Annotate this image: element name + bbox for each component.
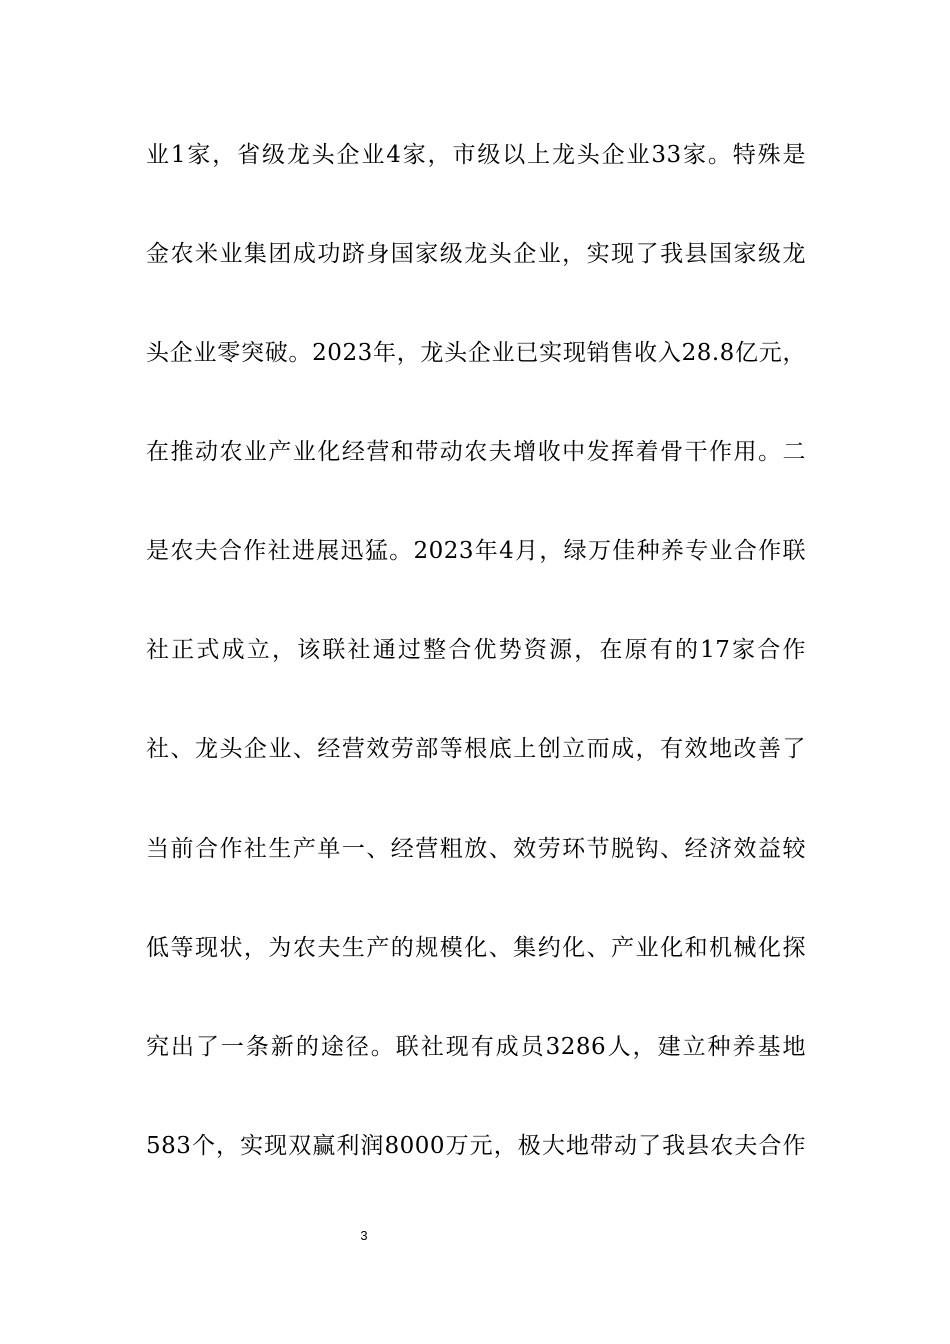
body-text-line-4: 在推动农业产业化经营和带动农夫增收中发挥着骨干作用。二 (146, 439, 806, 465)
body-text-line-1: 业1家，省级龙头企业4家，市级以上龙头企业33家。特殊是 (146, 142, 806, 168)
body-text-line-3: 头企业零突破。2023年，龙头企业已实现销售收入28.8亿元， (146, 340, 806, 366)
page-number: 3 (360, 1228, 368, 1243)
body-text-line-6: 社正式成立，该联社通过整合优势资源，在原有的17家合作 (146, 637, 806, 663)
body-text-line-9: 低等现状，为农夫生产的规模化、集约化、产业化和机械化探 (146, 935, 806, 961)
body-text-line-5: 是农夫合作社进展迅猛。2023年4月，绿万佳种养专业合作联 (146, 538, 806, 564)
body-text-line-8: 当前合作社生产单一、经营粗放、效劳环节脱钩、经济效益较 (146, 836, 806, 862)
body-text-line-7: 社、龙头企业、经营效劳部等根底上创立而成，有效地改善了 (146, 736, 806, 762)
body-text-line-10: 究出了一条新的途径。联社现有成员3286人，建立种养基地 (146, 1034, 806, 1060)
body-text-line-2: 金农米业集团成功跻身国家级龙头企业，实现了我县国家级龙 (146, 241, 806, 267)
body-text-line-11: 583个，实现双赢利润8000万元，极大地带动了我县农夫合作 (146, 1133, 806, 1159)
